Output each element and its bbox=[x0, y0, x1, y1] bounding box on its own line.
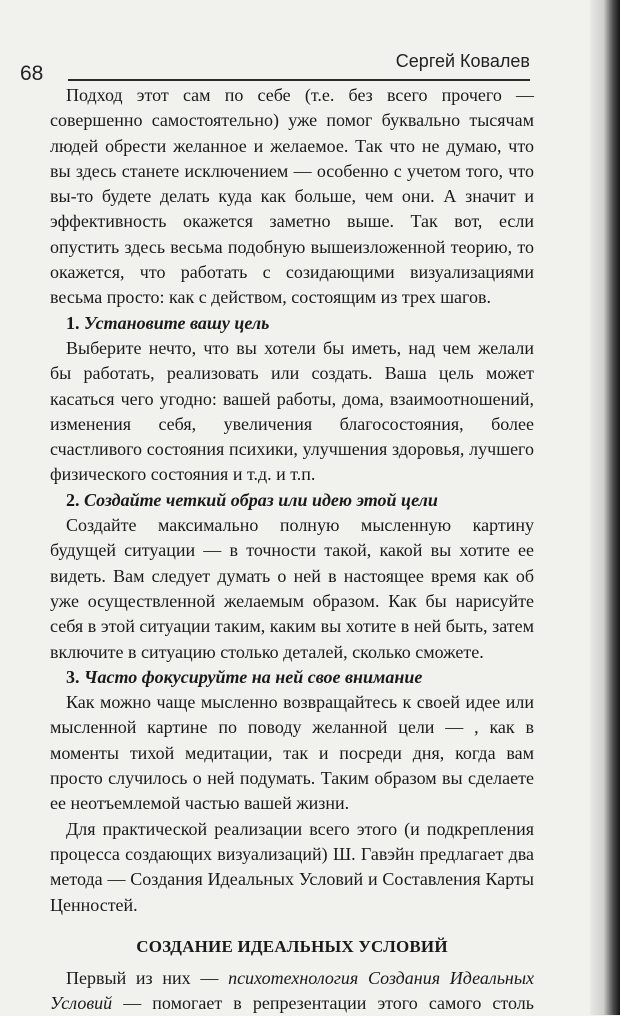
page-number: 68 bbox=[20, 62, 44, 85]
page-header bbox=[0, 0, 620, 95]
step-2-title: Создайте четкий образ или идею этой цели bbox=[84, 489, 438, 510]
closing-end: — помогает в репрезентации этого самого столь bbox=[112, 993, 534, 1014]
step-2-number: 2. bbox=[66, 489, 80, 510]
step-1-number: 1. bbox=[66, 312, 80, 333]
intro-paragraph: Подход этот сам по себе (т.е. без всего прочего — совершенно самостоятельно) уже помог буквально тысячам людей обрести желанное и желаемое. Так что не думаю, что вы здесь станете исключением — особенно с учетом того, что вы-то будете делать куда как больше, чем они. А значит и эффективность окажется заметно выше. Так вот, если опустить здесь весьма подобную вышеизложенной теорию, то окажется, что работать с созидающими визуализациями весьма просто: как с действом, состоящим из трех шагов. bbox=[50, 85, 534, 308]
closing-italic-term: психотехнология Создания Идеальных Условий bbox=[50, 967, 534, 1014]
running-head-author: Сергей Ковалев bbox=[395, 51, 530, 71]
step-3-paragraph: Как можно чаще мысленно возвращайтесь к своей идее или мысленной картине по поводу желанной цели — , как в моменты тихой медитации, так и посреди дня, когда вам просто случилось о ней подумать. Таким образом вы сделаете ее неотъемлемой частью вашей жизни. bbox=[50, 692, 534, 814]
practical-paragraph: Для практической реализации всего этого (и подкрепления процесса создающих визуализаций) Ш. Гавэйн предлагает два метода — Создания Идеальных Условий и Составления Карты Ценностей. bbox=[50, 818, 534, 915]
step-3-title: Часто фокусируйте на ней свое внимание bbox=[84, 666, 423, 687]
step-3-heading bbox=[50, 665, 534, 690]
page-edge-shadow bbox=[590, 0, 620, 1015]
section-heading: СОЗДАНИЕ ИДЕАЛЬНЫХ УСЛОВИЙ bbox=[136, 936, 448, 956]
closing-start: Первый из них — bbox=[66, 967, 229, 988]
header-rule bbox=[68, 79, 530, 81]
step-1-paragraph: Выберите нечто, что вы хотели бы иметь, над чем желали бы работать, реализовать или создать. Ваша цель может касаться чего угодно: вашей работы, дома, взаимоотношений, изменения себя, увеличения благосостояния, более счастливого состояния психики, улучшения здоровья, лучшего физического состояния и т.д. и т.п. bbox=[50, 337, 534, 485]
step-2-paragraph: Создайте максимально полную мысленную картину будущей ситуации — в точности такой, какой вы хотите ее видеть. Вам следует думать о ней в настоящее время как об уже осуществленной желаемым образом. Как бы нарисуйте себя в этой ситуации таким, каким вы хотите в ней быть, затем включите в ситуацию столько деталей, сколько сможете. bbox=[50, 515, 534, 662]
step-1-heading bbox=[50, 311, 534, 336]
step-3-number: 3. bbox=[66, 666, 80, 687]
page-body bbox=[50, 83, 534, 1016]
step-2-heading bbox=[50, 488, 534, 513]
closing-paragraph bbox=[50, 966, 534, 1016]
step-1-title: Установите вашу цель bbox=[84, 312, 270, 333]
